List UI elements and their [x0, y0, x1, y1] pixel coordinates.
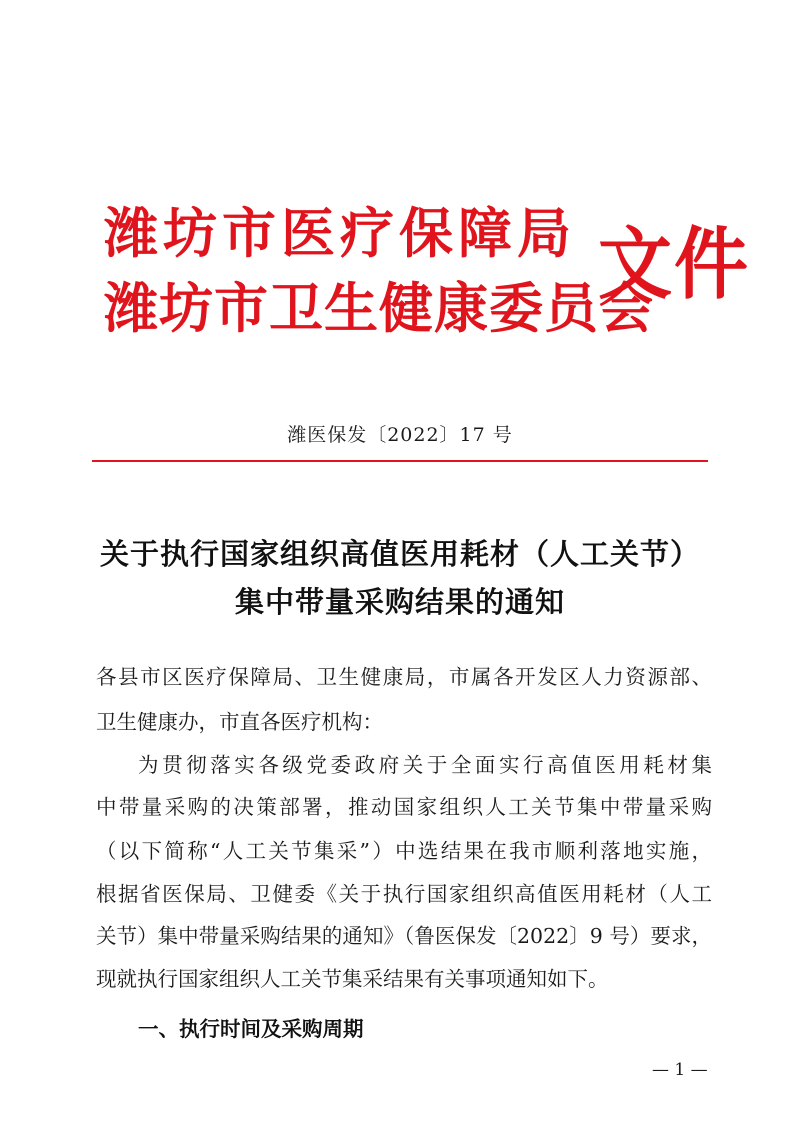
- issuer-line-1: 潍坊市医疗保障局: [104, 201, 576, 265]
- addressee-line-2: 卫生健康办，市直各医疗机构：: [96, 710, 383, 734]
- document-title-line-1: 关于执行国家组织高值医用耗材（人工关节）: [99, 537, 700, 571]
- paragraph-line: 为贯彻落实各级党委政府关于全面实行高值医用耗材集: [138, 753, 712, 777]
- document-number: 潍医保发〔2022〕17 号: [287, 424, 513, 446]
- paragraph-line: 中带量采购的决策部署，推动国家组织人工关节集中带量采购: [96, 795, 712, 819]
- paragraph-line: 关节）集中带量采购结果的通知》（鲁医保发〔2022〕9 号）要求，: [96, 924, 712, 948]
- red-divider-line: [92, 460, 708, 462]
- document-title-line-2: 集中带量采购结果的通知: [234, 585, 565, 619]
- issuer-line-2: 潍坊市卫生健康委员会: [104, 276, 654, 340]
- addressee-line-1: 各县市区医疗保障局、卫生健康局，市属各开发区人力资源部、: [96, 665, 712, 689]
- paragraph-line: 根据省医保局、卫健委《关于执行国家组织高值医用耗材（人工: [96, 882, 712, 906]
- section-heading: 一、执行时间及采购周期: [138, 1017, 364, 1041]
- document-word: 文件: [598, 219, 750, 310]
- paragraph-line: 现就执行国家组织人工关节集采结果有关事项通知如下。: [96, 967, 609, 991]
- paragraph-line: （以下简称“人工关节集采”）中选结果在我市顺利落地实施，: [96, 839, 712, 863]
- page-number: — 1 —: [652, 1060, 708, 1080]
